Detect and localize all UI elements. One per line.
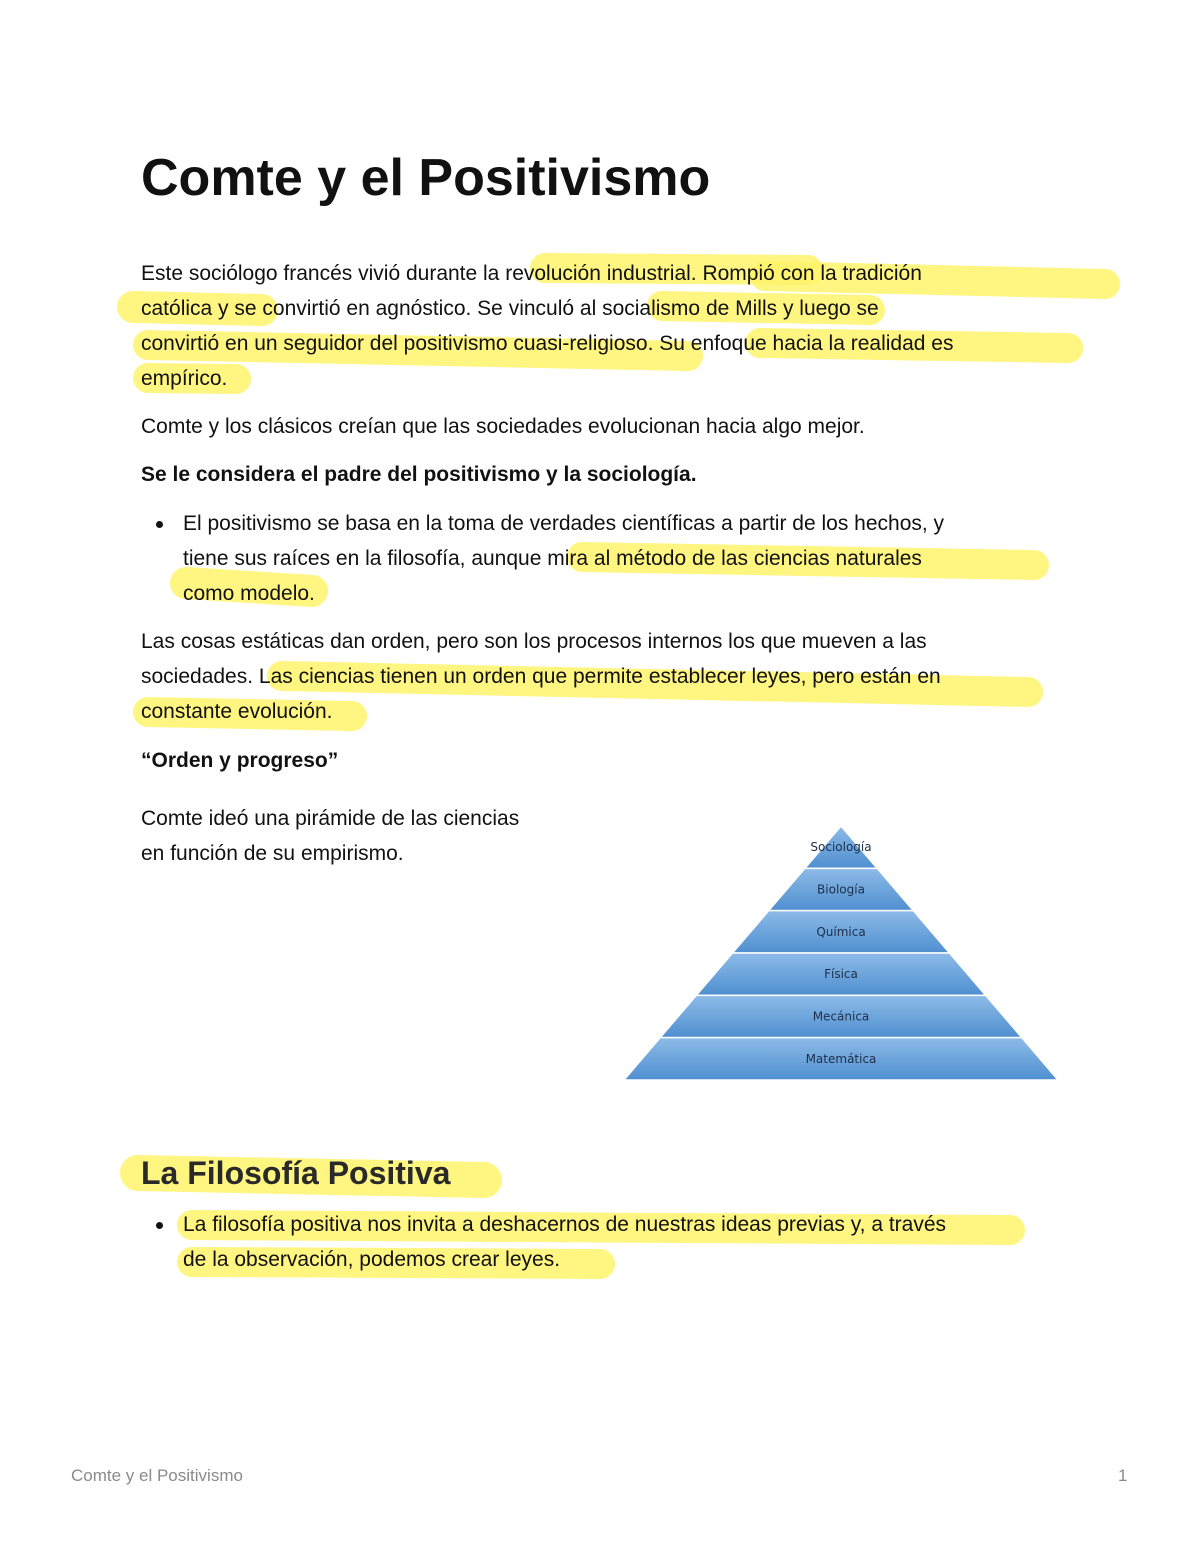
document-title: Comte y el Positivismo	[141, 149, 711, 207]
pyramid-level-label: Matemática	[805, 1051, 877, 1066]
intro-line: convirtió en un seguidor del positivismo cuasi-religioso. Su enfoque hacia la realidad es	[141, 332, 954, 355]
pyramid-description-line: en función de su empirismo.	[141, 842, 404, 865]
pyramid-level-label: Física	[824, 967, 858, 982]
pyramid-level-label: Química	[816, 924, 866, 939]
science-pyramid-diagram	[620, 822, 1062, 1084]
intro-line: católica y se convirtió en agnóstico. Se vinculó al socialismo de Mills y luego se	[141, 297, 879, 320]
footer-title: Comte y el Positivismo	[71, 1466, 243, 1485]
bullet-line: tiene sus raíces en la filosofía, aunque mira al método de las ciencias naturales	[183, 547, 922, 570]
intro-line: Este sociólogo francés vivió durante la revolución industrial. Rompió con la tradición	[141, 262, 922, 285]
bullet-line: de la observación, podemos crear leyes.	[183, 1248, 561, 1271]
father-statement: Se le considera el padre del positivismo y la sociología.	[141, 463, 697, 486]
process-line: sociedades. Las ciencias tienen un orden que permite establecer leyes, pero están en	[141, 665, 941, 688]
pyramid-level-label: Mecánica	[812, 1009, 870, 1024]
bullet-line: como modelo.	[183, 582, 315, 605]
process-line: Las cosas estáticas dan orden, pero son los procesos internos los que mueven a las	[141, 630, 927, 653]
bullet-marker	[156, 521, 163, 528]
motto: “Orden y progreso”	[141, 749, 339, 772]
bullet-marker	[156, 1222, 163, 1229]
footer-page-number: 1	[1118, 1466, 1128, 1485]
bullet-line: El positivismo se basa en la toma de verdades científicas a partir de los hechos, y	[183, 512, 945, 535]
pyramid-description-line: Comte ideó una pirámide de las ciencias	[141, 807, 520, 830]
pyramid-level-label: Biología	[817, 882, 865, 897]
bullet-line: La filosofía positiva nos invita a deshacernos de nuestras ideas previas y, a través	[183, 1213, 947, 1236]
intro-line: empírico.	[141, 367, 228, 390]
section-heading: La Filosofía Positiva	[141, 1155, 451, 1191]
classics-paragraph: Comte y los clásicos creían que las sociedades evolucionan hacia algo mejor.	[141, 415, 865, 438]
pyramid-level-label: Sociología	[810, 840, 872, 855]
process-line: constante evolución.	[141, 700, 333, 723]
